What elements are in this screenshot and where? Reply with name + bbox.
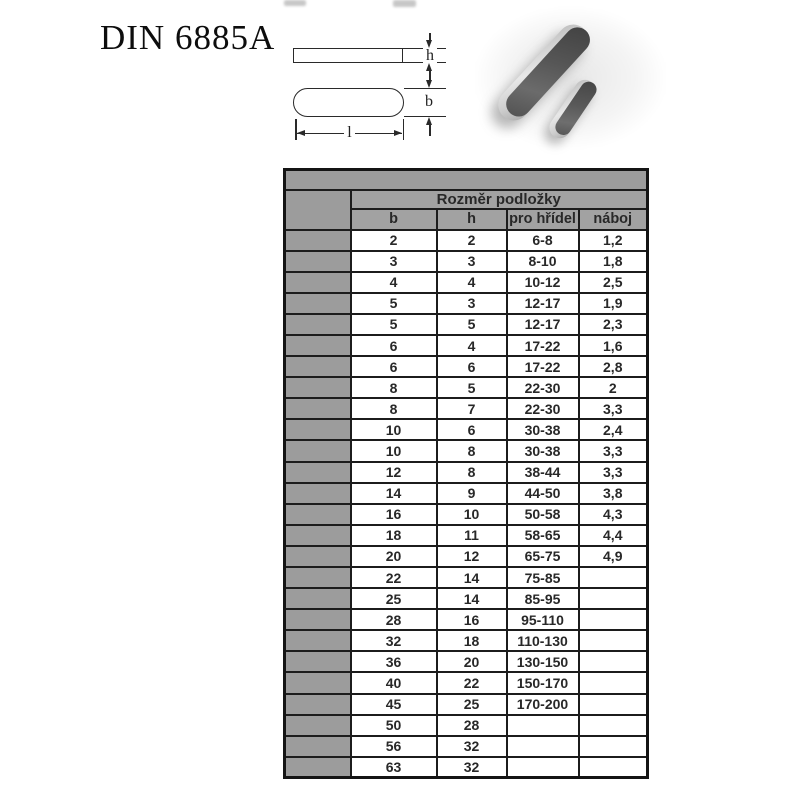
table-cell: 6 — [437, 419, 507, 440]
table-row — [285, 609, 648, 630]
table-cell: 17-22 — [507, 356, 579, 377]
extension-line — [403, 119, 405, 140]
row-band-cell — [285, 440, 351, 461]
row-band-cell — [285, 757, 351, 778]
table-cell: 2,5 — [579, 272, 648, 293]
table-row — [285, 694, 648, 715]
table-cell: 20 — [437, 651, 507, 672]
table-top-band — [285, 170, 648, 190]
table-cell: 150-170 — [507, 672, 579, 693]
row-band-cell — [285, 230, 351, 251]
table-cell: 9 — [437, 483, 507, 504]
row-band-cell — [285, 398, 351, 419]
table-cell: 28 — [351, 609, 437, 630]
table-cell: 75-85 — [507, 567, 579, 588]
table-cell: 25 — [437, 694, 507, 715]
table-cell: 65-75 — [507, 546, 579, 567]
extension-line — [404, 116, 446, 118]
table-cell: 2,8 — [579, 356, 648, 377]
table-cell: 85-95 — [507, 588, 579, 609]
row-band-cell — [285, 462, 351, 483]
table-cell: 1,6 — [579, 335, 648, 356]
table-cell: 7 — [437, 398, 507, 419]
table-row — [285, 398, 648, 419]
extension-line — [404, 88, 446, 90]
table-cell: 4 — [437, 335, 507, 356]
table-row — [285, 377, 648, 398]
table-cell: 14 — [437, 567, 507, 588]
table-cell: 63 — [351, 757, 437, 778]
table-cell: 6-8 — [507, 230, 579, 251]
table-cell: 22-30 — [507, 377, 579, 398]
row-band-cell — [285, 567, 351, 588]
row-band-cell — [285, 377, 351, 398]
key-top-view-outline — [293, 88, 404, 117]
row-band-cell — [285, 356, 351, 377]
table-cell: 12-17 — [507, 293, 579, 314]
table-cell: 3 — [437, 251, 507, 272]
row-band-cell — [285, 335, 351, 356]
table-cell — [579, 672, 648, 693]
table-cell: 22 — [351, 567, 437, 588]
col-header-naboj: náboj — [579, 209, 648, 230]
table-row — [285, 525, 648, 546]
table-cell: 8 — [437, 462, 507, 483]
table-row — [285, 419, 648, 440]
row-band-cell — [285, 715, 351, 736]
table-row — [285, 272, 648, 293]
table-row — [285, 356, 648, 377]
table-cell: 18 — [351, 525, 437, 546]
label-l: l — [344, 125, 355, 140]
row-band-cell — [285, 546, 351, 567]
row-band-cell — [285, 272, 351, 293]
row-band-cell — [285, 694, 351, 715]
row-band-cell — [285, 609, 351, 630]
table-body — [285, 230, 648, 778]
table-cell: 5 — [437, 377, 507, 398]
table-cell: 1,2 — [579, 230, 648, 251]
large-key-image — [528, 13, 559, 132]
table-corner-cell — [285, 190, 351, 230]
table-cell: 1,9 — [579, 293, 648, 314]
table-row — [285, 651, 648, 672]
table-cell: 11 — [437, 525, 507, 546]
table-cell: 32 — [351, 630, 437, 651]
table-cell: 22-30 — [507, 398, 579, 419]
table-row — [285, 251, 648, 272]
table-cell: 32 — [437, 757, 507, 778]
table-cell: 16 — [437, 609, 507, 630]
row-band-cell — [285, 504, 351, 525]
table-cell — [579, 588, 648, 609]
table-row — [285, 546, 648, 567]
col-header-b: b — [351, 209, 437, 230]
table-cell: 130-150 — [507, 651, 579, 672]
table-cell: 14 — [351, 483, 437, 504]
row-band-cell — [285, 251, 351, 272]
row-band-cell — [285, 630, 351, 651]
table-cell: 10 — [437, 504, 507, 525]
table-cell: 4 — [351, 272, 437, 293]
table-cell: 3 — [437, 293, 507, 314]
table-row — [285, 567, 648, 588]
table-cell: 2,4 — [579, 419, 648, 440]
dimensions-table — [283, 168, 649, 779]
dim-arrow-right — [394, 130, 402, 136]
row-band-cell — [285, 588, 351, 609]
table-cell — [507, 736, 579, 757]
table-cell: 5 — [351, 314, 437, 335]
table-cell: 20 — [351, 546, 437, 567]
row-band-cell — [285, 651, 351, 672]
table-cell: 3,3 — [579, 398, 648, 419]
table-row — [285, 757, 648, 778]
table-cell: 3,8 — [579, 483, 648, 504]
table-cell: 110-130 — [507, 630, 579, 651]
label-h: h — [423, 48, 437, 64]
table-cell: 4 — [437, 272, 507, 293]
table-row — [285, 672, 648, 693]
table-cell: 4,9 — [579, 546, 648, 567]
table-cell: 5 — [351, 293, 437, 314]
row-band-cell — [285, 525, 351, 546]
table-cell: 50 — [351, 715, 437, 736]
table-cell: 50-58 — [507, 504, 579, 525]
table-row — [285, 483, 648, 504]
table-cell: 58-65 — [507, 525, 579, 546]
table-cell: 6 — [437, 356, 507, 377]
table-cell: 18 — [437, 630, 507, 651]
table-cell: 3 — [351, 251, 437, 272]
row-band-cell — [285, 419, 351, 440]
table-cell — [579, 715, 648, 736]
table-cell: 4,4 — [579, 525, 648, 546]
col-header-h: h — [437, 209, 507, 230]
table-cell: 16 — [351, 504, 437, 525]
table-row — [285, 736, 648, 757]
table-cell — [507, 757, 579, 778]
table-cell: 40 — [351, 672, 437, 693]
table-row — [285, 440, 648, 461]
table-cell: 22 — [437, 672, 507, 693]
table-row — [285, 462, 648, 483]
table-cell: 12 — [351, 462, 437, 483]
row-band-cell — [285, 483, 351, 504]
table-cell: 38-44 — [507, 462, 579, 483]
table-cell — [579, 694, 648, 715]
row-band-cell — [285, 672, 351, 693]
table-cell: 32 — [437, 736, 507, 757]
table-row — [285, 504, 648, 525]
table-cell: 56 — [351, 736, 437, 757]
table-cell: 2 — [437, 230, 507, 251]
table-cell: 25 — [351, 588, 437, 609]
table-row — [285, 335, 648, 356]
table-top-band-row — [285, 170, 648, 190]
key-side-view-outline — [293, 48, 403, 63]
table-cell: 14 — [437, 588, 507, 609]
table-cell: 8-10 — [507, 251, 579, 272]
small-key-image — [562, 76, 583, 142]
table-cell: 30-38 — [507, 440, 579, 461]
table-cell: 3,3 — [579, 462, 648, 483]
table-cell: 2 — [579, 377, 648, 398]
table-cell: 4,3 — [579, 504, 648, 525]
table-cell — [579, 736, 648, 757]
table-cell: 2,3 — [579, 314, 648, 335]
table-row — [285, 314, 648, 335]
table-cell: 8 — [351, 398, 437, 419]
table-cell: 95-110 — [507, 609, 579, 630]
table-cell — [579, 757, 648, 778]
table-group-header-row — [285, 190, 648, 209]
table-cell — [507, 715, 579, 736]
table-cell: 5 — [437, 314, 507, 335]
table-cell: 6 — [351, 356, 437, 377]
group-header: Rozměr podložky — [351, 190, 648, 209]
table-cell: 44-50 — [507, 483, 579, 504]
col-header-pro-hridel: pro hřídel — [507, 209, 579, 230]
table-cell: 8 — [437, 440, 507, 461]
table-cell: 170-200 — [507, 694, 579, 715]
table-cell: 1,8 — [579, 251, 648, 272]
table-cell: 10 — [351, 419, 437, 440]
scan-artifact — [284, 0, 306, 6]
row-band-cell — [285, 314, 351, 335]
table-cell: 10 — [351, 440, 437, 461]
table-cell: 3,3 — [579, 440, 648, 461]
table-cell — [579, 630, 648, 651]
table-cell: 6 — [351, 335, 437, 356]
page-title: DIN 6885A — [100, 18, 276, 57]
table-cell: 12-17 — [507, 314, 579, 335]
table-row — [285, 588, 648, 609]
table-cell — [579, 651, 648, 672]
table-cell: 17-22 — [507, 335, 579, 356]
table-row — [285, 715, 648, 736]
table-row — [285, 630, 648, 651]
table-cell — [579, 567, 648, 588]
dim-arrow-left — [297, 130, 305, 136]
table-cell: 28 — [437, 715, 507, 736]
scan-artifact — [393, 0, 416, 7]
table-cell: 10-12 — [507, 272, 579, 293]
table-cell: 2 — [351, 230, 437, 251]
table-cell — [579, 609, 648, 630]
table-cell: 36 — [351, 651, 437, 672]
table-row — [285, 230, 648, 251]
table-row — [285, 293, 648, 314]
table-cell: 30-38 — [507, 419, 579, 440]
row-band-cell — [285, 736, 351, 757]
dim-line-b — [429, 123, 431, 136]
table-cell: 45 — [351, 694, 437, 715]
label-b: b — [421, 94, 437, 110]
table-cell: 8 — [351, 377, 437, 398]
table-cell: 12 — [437, 546, 507, 567]
row-band-cell — [285, 293, 351, 314]
